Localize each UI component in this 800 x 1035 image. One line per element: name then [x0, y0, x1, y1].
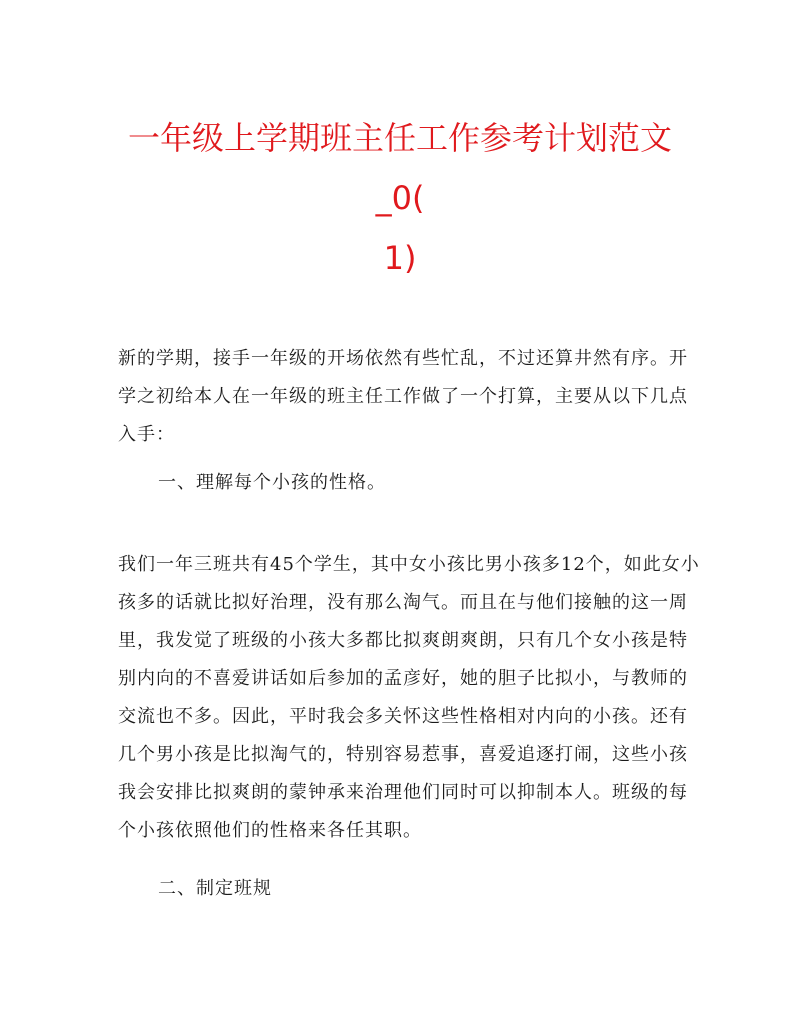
paragraph-line: 里，我发觉了班级的小孩大多都比拟爽朗爽朗，只有几个女小孩是特 — [118, 630, 688, 651]
paragraph-line: 几个男小孩是比拟淘气的，特别容易惹事，喜爱追逐打闹，这些小孩 — [118, 744, 688, 765]
section-1-heading: 一、理解每个小孩的性格。 — [158, 472, 386, 493]
paragraph-line: 学之初给本人在一年级的班主任工作做了一个打算，主要从以下几点 — [118, 386, 688, 407]
section-2-heading: 二、制定班规 — [158, 878, 272, 899]
paragraph-line: 新的学期，接手一年级的开场依然有些忙乱，不过还算井然有序。开 — [118, 348, 688, 369]
paragraph-line: 我们一年三班共有45个学生，其中女小孩比男小孩多12个，如此女小 — [118, 554, 700, 575]
section-1-paragraph — [118, 546, 700, 850]
intro-paragraph — [118, 340, 688, 454]
paragraph-line: 孩多的话就比拟好治理，没有那么淘气。而且在与他们接触的这一周 — [118, 592, 688, 613]
paragraph-line: 我会安排比拟爽朗的蒙钟承来治理他们同时可以抑制本人。班级的每 — [118, 782, 688, 803]
page-title — [110, 108, 690, 288]
title-line-2: 1) — [383, 239, 417, 277]
title-line-1: 一年级上学期班主任工作参考计划范文_0( — [127, 119, 672, 217]
paragraph-line: 个小孩依照他们的性格来各任其职。 — [118, 820, 422, 841]
paragraph-line: 入手： — [118, 424, 175, 445]
paragraph-line: 别内向的不喜爱讲话如后参加的孟彦好，她的胆子比拟小，与教师的 — [118, 668, 688, 689]
paragraph-line: 交流也不多。因此，平时我会多关怀这些性格相对内向的小孩。还有 — [118, 706, 688, 727]
